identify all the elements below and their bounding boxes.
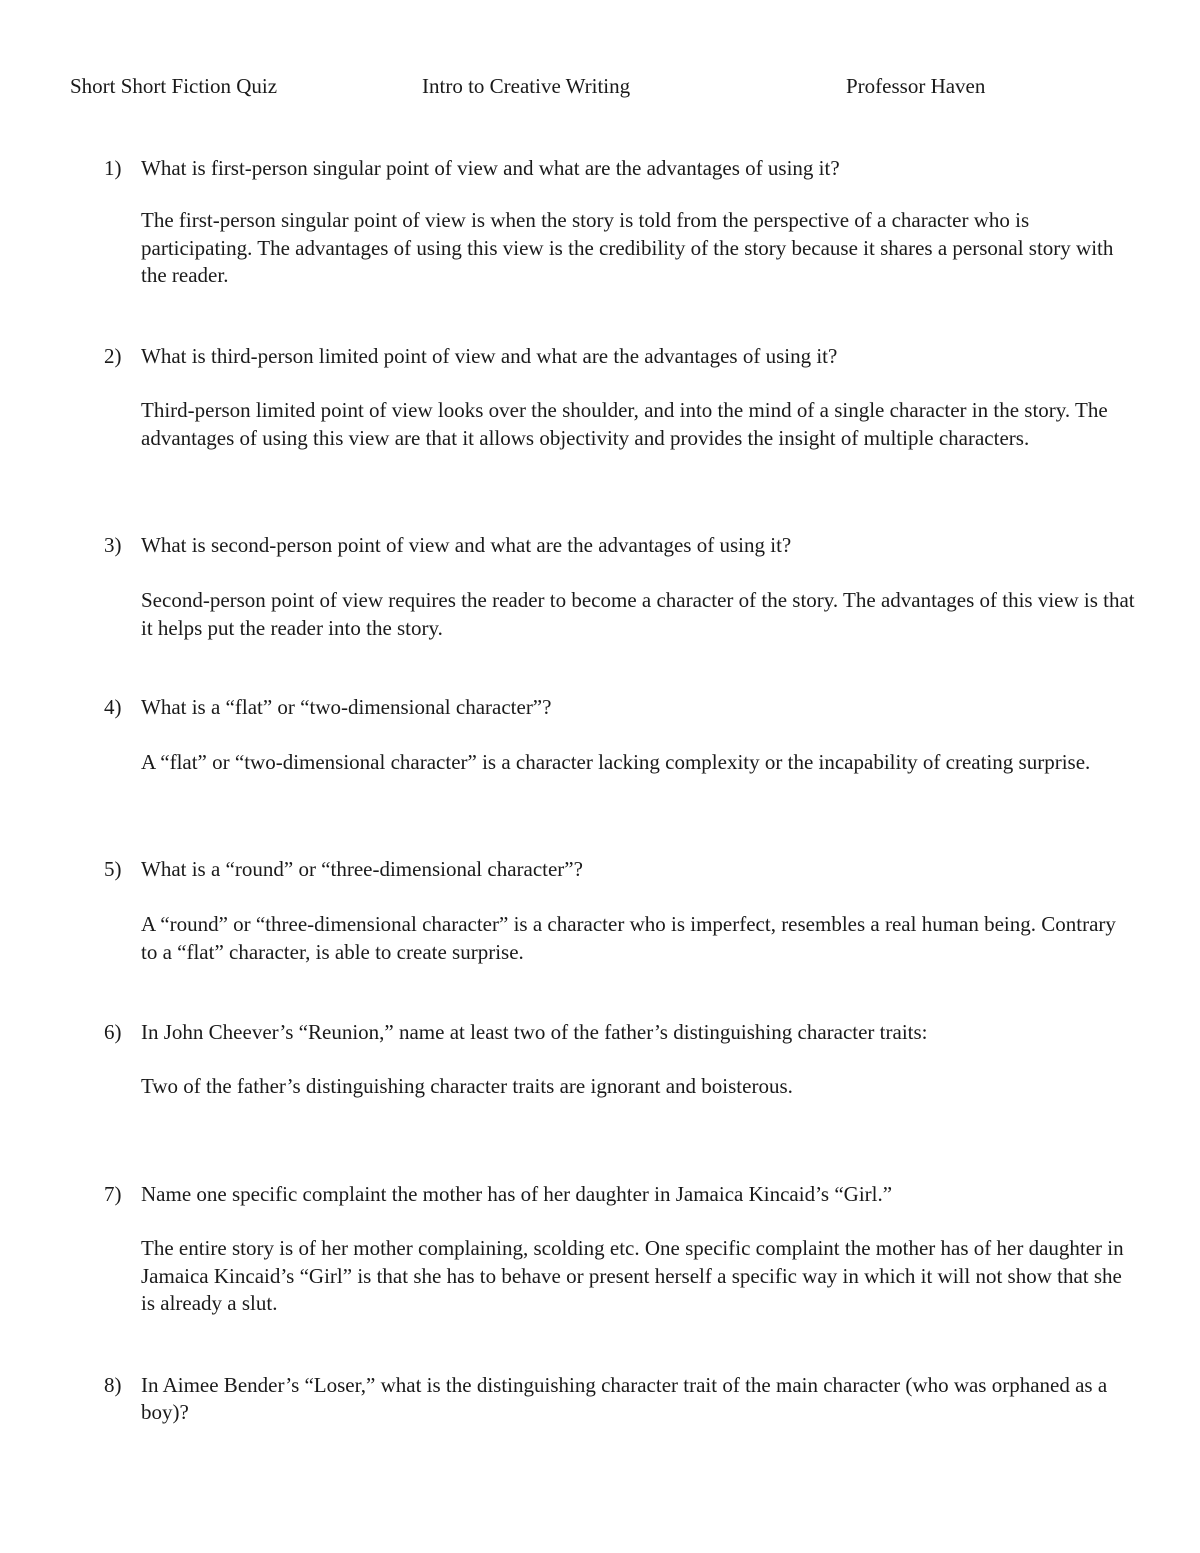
course-name: Intro to Creative Writing [422,74,631,98]
professor-name: Professor Haven [846,74,986,98]
quiz-title: Short Short Fiction Quiz [70,74,278,98]
answer-text: Third-person limited point of view looks over the shoulder, and into the mind of a single character in the story. The advantages of using this view are that it allows objectivity and provides the insight of multiple characters. [141,398,1108,450]
question-number: 8) [104,1373,122,1397]
question-text: What is a “round” or “three-dimensional character”? [141,857,583,881]
question-number: 5) [104,857,122,881]
question-number: 7) [104,1182,122,1206]
question-number: 2) [104,344,122,368]
answer-text: The first-person singular point of view is when the story is told from the perspective of a character who is participating. The advantages of using this view is the credibility of the story because it shares a personal story with the reader. [141,208,1114,287]
question-text: Name one specific complaint the mother has of her daughter in Jamaica Kincaid’s “Girl.” [141,1182,893,1206]
answer-text: A “flat” or “two-dimensional character” is a character lacking complexity or the incapability of creating surprise. [141,750,1091,774]
question-text: What is third-person limited point of view and what are the advantages of using it? [141,344,838,368]
question-number: 6) [104,1020,122,1044]
answer-text: The entire story is of her mother complaining, scolding etc. One specific complaint the mother has of her daughter in Jamaica Kincaid’s “Girl” is that she has to behave or present herself a specific way in which it will not show that she is already a slut. [141,1236,1124,1315]
answer-text: Two of the father’s distinguishing character traits are ignorant and boisterous. [141,1074,793,1098]
question-text: In John Cheever’s “Reunion,” name at least two of the father’s distinguishing character traits: [141,1020,928,1044]
question-text: What is second-person point of view and what are the advantages of using it? [141,533,792,557]
question-text: In Aimee Bender’s “Loser,” what is the distinguishing character trait of the main character (who was orphaned as a boy)? [141,1373,1108,1424]
question-number: 1) [104,156,122,180]
answer-text: A “round” or “three-dimensional character” is a character who is imperfect, resembles a real human being. Contrary to a “flat” character, is able to create surprise. [141,912,1116,964]
question-number: 4) [104,695,122,719]
question-text: What is first-person singular point of view and what are the advantages of using it? [141,156,840,180]
question-text: What is a “flat” or “two-dimensional character”? [141,695,552,719]
question-number: 3) [104,533,122,557]
answer-text: Second-person point of view requires the reader to become a character of the story. The advantages of this view is that it helps put the reader into the story. [141,588,1135,640]
